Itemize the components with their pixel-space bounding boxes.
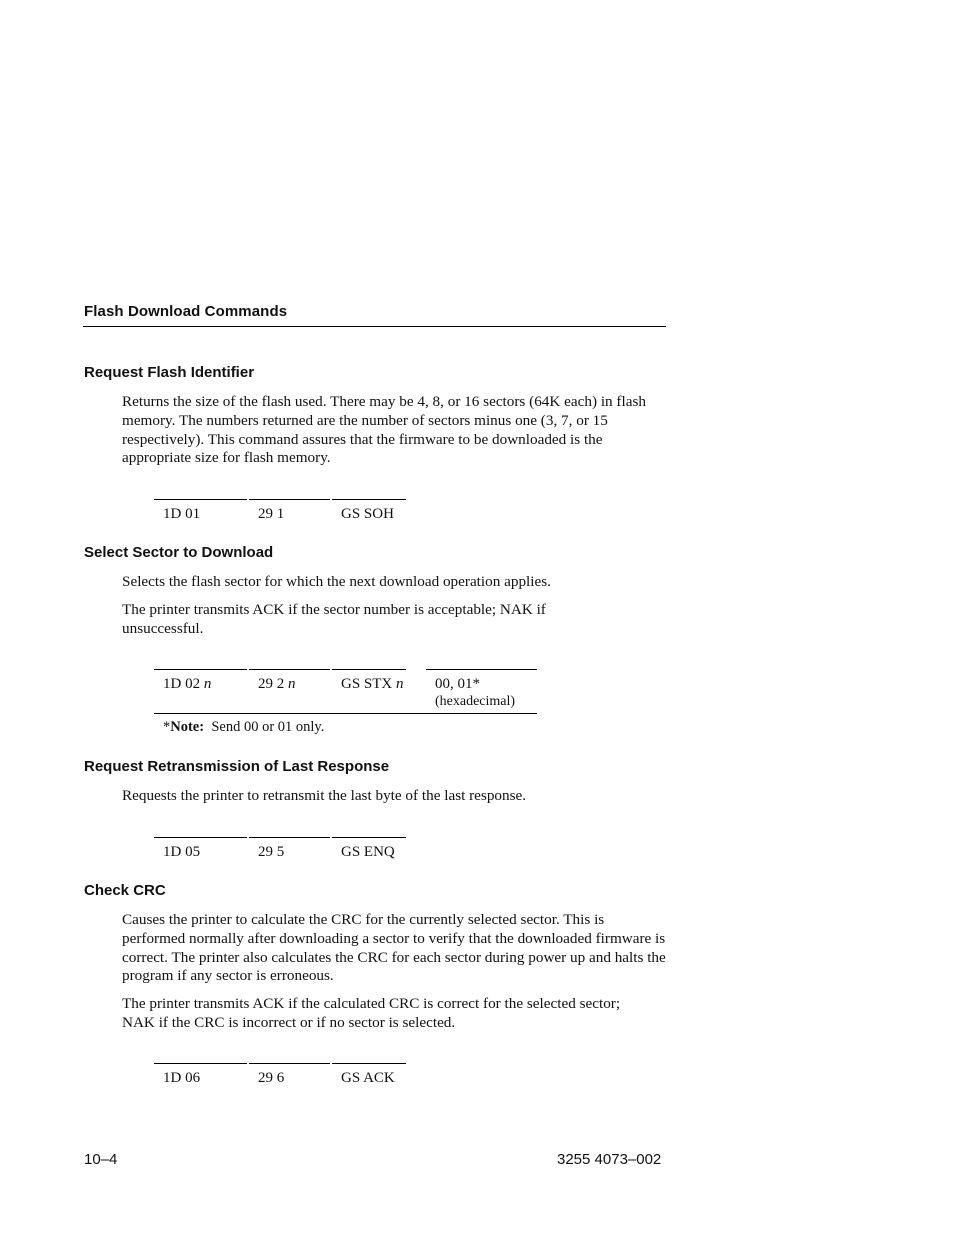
- value-range-cell: [426, 669, 537, 711]
- section-heading-request-flash-identifier: Request Flash Identifier: [84, 364, 255, 381]
- hex-code-cell: 1D 01: [154, 499, 247, 523]
- table-note: *Note: Send 00 or 01 only.: [163, 719, 325, 735]
- ascii-code-cell: [332, 669, 406, 693]
- decimal-code: 29 2: [258, 676, 285, 692]
- section-heading-select-sector: Select Sector to Download: [84, 544, 274, 561]
- hex-code-cell: [154, 669, 247, 693]
- section-heading-request-retransmission: Request Retransmission of Last Response: [84, 758, 390, 775]
- ascii-code-cell: GS SOH: [332, 499, 406, 523]
- section-paragraph: Causes the printer to calculate the CRC for the currently selected sector. This is performed normally after downloading a sector to verify that the downloaded firmware is correct. The printer also calculates the CRC for each sector during power up and halts the program if any sector is erroneous.: [122, 911, 666, 985]
- ascii-code: GS STX: [341, 676, 393, 692]
- section-paragraph: Selects the flash sector for which the next download operation applies.: [122, 573, 551, 590]
- document-number: 3255 4073–002: [557, 1151, 662, 1168]
- section-paragraph: The printer transmits ACK if the sector number is acceptable; NAK if unsuccessful.: [122, 601, 546, 637]
- table-bottom-rule: [154, 713, 537, 714]
- ascii-code-cell: GS ENQ: [332, 837, 406, 861]
- hex-code-cell: 1D 06: [154, 1063, 247, 1087]
- section-paragraph: The printer transmits ACK if the calculated CRC is correct for the selected sector; NAK if the CRC is incorrect or if no sector is selected.: [122, 995, 621, 1031]
- section-paragraph: Requests the printer to retransmit the last byte of the last response.: [122, 787, 527, 804]
- chapter-rule: [83, 326, 666, 327]
- hex-code: 1D 02: [163, 676, 201, 692]
- section-heading-check-crc: Check CRC: [84, 882, 166, 899]
- page-number: 10–4: [84, 1151, 118, 1168]
- value-format: (hexadecimal): [435, 694, 516, 709]
- decimal-code-cell: 29 5: [249, 837, 330, 861]
- hex-code-cell: 1D 05: [154, 837, 247, 861]
- parameter-n: n: [288, 676, 296, 692]
- section-paragraph: Returns the size of the flash used. There may be 4, 8, or 16 sectors (64K each) in flash memory. The numbers returned are the number of sectors minus one (3, 7, or 15 respectively). This command assures that the firmware to be downloaded is the appropriate size for flash memory.: [122, 393, 646, 467]
- decimal-code-cell: 29 6: [249, 1063, 330, 1087]
- chapter-heading: Flash Download Commands: [84, 303, 288, 320]
- parameter-n: n: [203, 676, 212, 692]
- ascii-code-cell: GS ACK: [332, 1063, 406, 1087]
- decimal-code-cell: 29 1: [249, 499, 330, 523]
- value-range: 00, 01*: [435, 676, 480, 692]
- note-text: Send 00 or 01 only.: [211, 719, 325, 735]
- parameter-n: n: [396, 676, 404, 692]
- decimal-code-cell: [249, 669, 330, 693]
- note-label: Note:: [170, 719, 205, 735]
